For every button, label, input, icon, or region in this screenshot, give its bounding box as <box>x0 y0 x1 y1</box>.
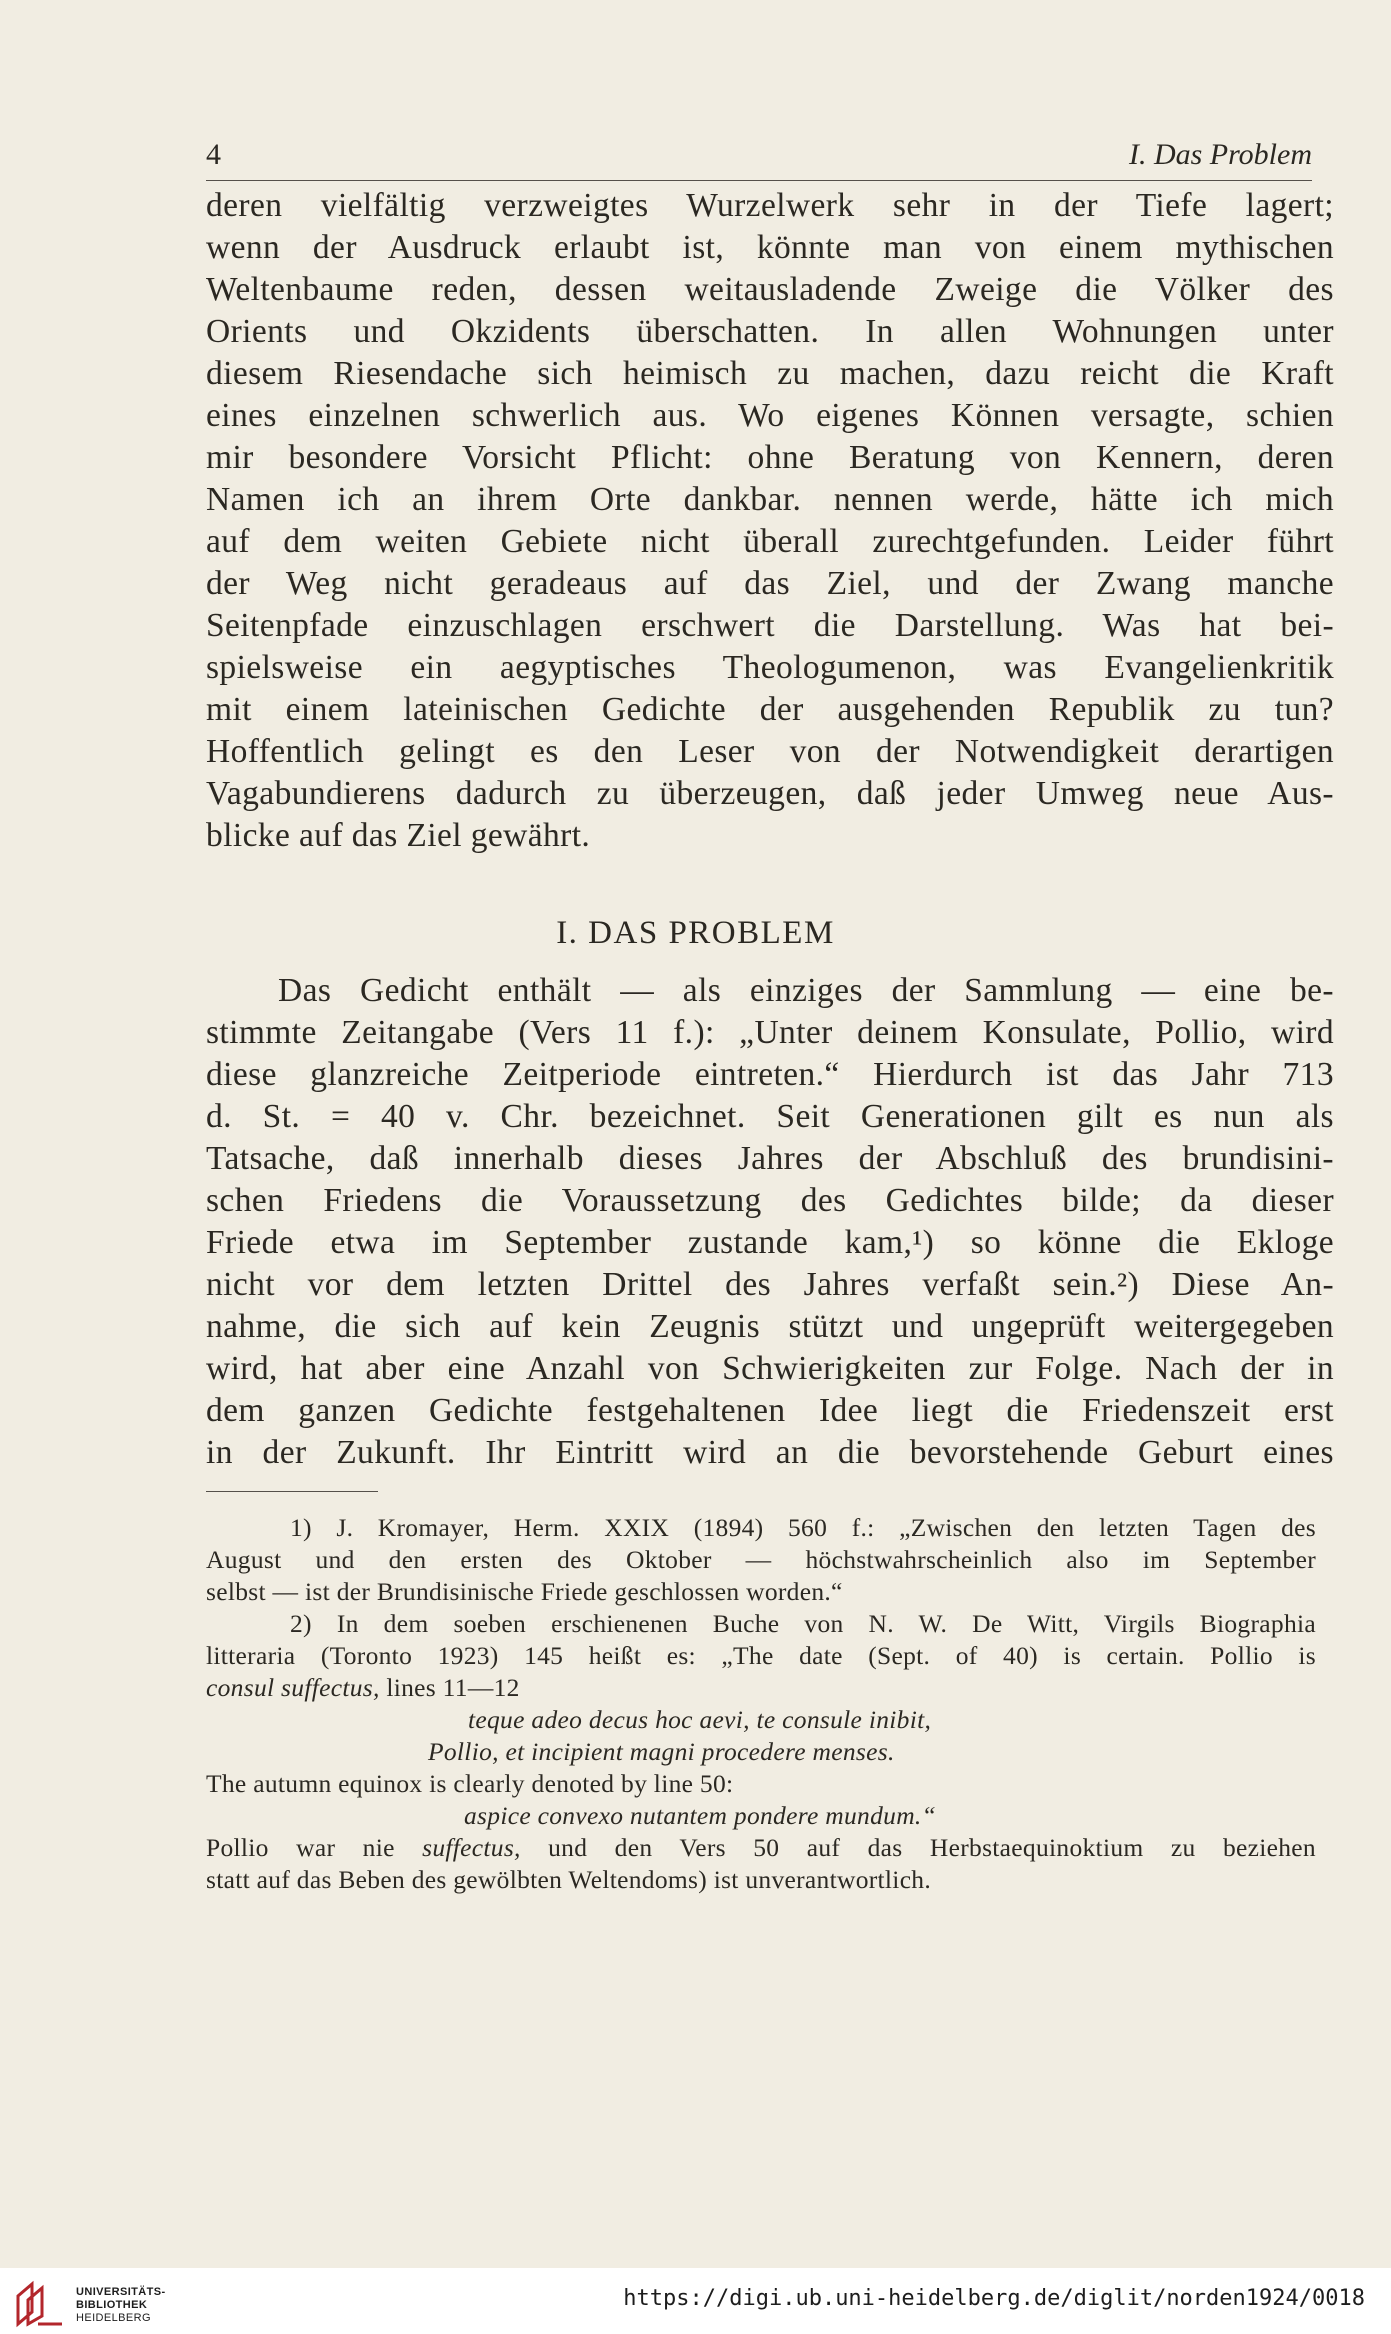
footnote-line <box>206 1672 1316 1704</box>
latin-quote: aspice convexo nutantem pondere mundum.“ <box>464 1801 937 1830</box>
text-line: blicke auf das Ziel gewährt. <box>206 817 591 854</box>
page-header <box>206 136 1312 181</box>
footnote-text: lines 11—12 <box>379 1673 520 1702</box>
text-line: Vagabundierens dadurch zu überzeugen, daß jeder Umweg neue Aus- <box>206 775 1334 812</box>
latin-quote: teque adeo decus hoc aevi, te consule inibit, <box>468 1705 932 1734</box>
text-line: wenn der Ausdruck erlaubt ist, könnte man von einem mythischen <box>206 229 1334 266</box>
footnote-line <box>206 1832 1316 1864</box>
section-heading: I. DAS PROBLEM <box>556 915 835 951</box>
text-line: mir besondere Vorsicht Pflicht: ohne Beratung von Kennern, deren <box>206 439 1334 476</box>
footnote-line: 1) J. Kromayer, Herm. XXIX (1894) 560 f.: „Zwischen den letzten Tagen des <box>290 1513 1316 1542</box>
text-line: Orients und Okzidents überschatten. In allen Wohnungen unter <box>206 313 1334 350</box>
text-line: dem ganzen Gedichte festgehaltenen Idee liegt die Friedenszeit erst <box>206 1392 1334 1429</box>
text-line: nahme, die sich auf kein Zeugnis stützt und ungeprüft weitergegeben <box>206 1308 1334 1345</box>
footnote-text: Pollio war nie <box>206 1833 423 1862</box>
library-logo-icon <box>14 2280 66 2328</box>
footnote-line: selbst — ist der Brundisinische Friede geschlossen worden.“ <box>206 1577 843 1606</box>
text-line: stimmte Zeitangabe (Vers 11 f.): „Unter deinem Konsulate, Pollio, wird <box>206 1014 1334 1051</box>
intro-paragraph <box>206 185 1334 857</box>
text-line: Das Gedicht enthält — als einziges der Sammlung — eine be- <box>278 972 1334 1009</box>
text-line: spielsweise ein aegyptisches Theologumenon, was Evangelienkritik <box>206 649 1334 686</box>
footnote-italic: suffectus, <box>422 1833 521 1862</box>
text-line: Friede etwa im September zustande kam,¹) so könne die Ekloge <box>206 1224 1334 1261</box>
text-line: deren vielfältig verzweigtes Wurzelwerk sehr in der Tiefe lagert; <box>206 187 1334 224</box>
footer-bar <box>0 2268 1391 2334</box>
text-line: auf dem weiten Gebiete nicht überall zurechtgefunden. Leider führt <box>206 523 1334 560</box>
footnote-text: und den Vers 50 auf das Herbstaequinoktium zu beziehen <box>520 1833 1316 1862</box>
latin-quote: Pollio, et incipient magni procedere menses. <box>428 1737 895 1766</box>
text-line: d. St. = 40 v. Chr. bezeichnet. Seit Generationen gilt es nun als <box>206 1098 1334 1135</box>
text-line: Seitenpfade einzuschlagen erschwert die Darstellung. Was hat bei- <box>206 607 1334 644</box>
text-line: mit einem lateinischen Gedichte der ausgehenden Republik zu tun? <box>206 691 1334 728</box>
page-number: 4 <box>206 138 221 171</box>
library-name-line: HEIDELBERG <box>76 2312 151 2324</box>
text-line: eines einzelnen schwerlich aus. Wo eigenes Können versagte, schien <box>206 397 1334 434</box>
footnote-line: statt auf das Beben des gewölbten Weltendoms) ist unverantwortlich. <box>206 1865 932 1894</box>
library-name-line: UNIVERSITÄTS- <box>76 2286 166 2298</box>
text-line: Namen ich an ihrem Orte dankbar. nennen werde, hätte ich mich <box>206 481 1334 518</box>
source-url-link[interactable]: https://digi.ub.uni-heidelberg.de/diglit/norden1924/0018 <box>623 2286 1365 2311</box>
footnote-line: litteraria (Toronto 1923) 145 heißt es: „The date (Sept. of 40) is certain. Pollio is <box>206 1641 1316 1670</box>
text-line: wird, hat aber eine Anzahl von Schwierigkeiten zur Folge. Nach der in <box>206 1350 1334 1387</box>
library-logo[interactable] <box>14 2280 234 2328</box>
running-title: I. Das Problem <box>1128 138 1312 171</box>
footnotes <box>206 1512 1316 1896</box>
footnote-line: 2) In dem soeben erschienenen Buche von N. W. De Witt, Virgils Biographia <box>290 1609 1316 1638</box>
text-line: nicht vor dem letzten Drittel des Jahres verfaßt sein.²) Diese An- <box>206 1266 1334 1303</box>
text-line: diesem Riesendache sich heimisch zu machen, dazu reicht die Kraft <box>206 355 1334 392</box>
text-line: Hoffentlich gelingt es den Leser von der Notwendigkeit derartigen <box>206 733 1334 770</box>
footnote-divider <box>206 1491 378 1492</box>
text-line: diese glanzreiche Zeitperiode eintreten.“ Hierdurch ist das Jahr 713 <box>206 1056 1334 1093</box>
text-line: der Weg nicht geradeaus auf das Ziel, und der Zwang manche <box>206 565 1334 602</box>
text-line: Weltenbaume reden, dessen weitausladende Zweige die Völker des <box>206 271 1334 308</box>
library-name-line: BIBLIOTHEK <box>76 2299 148 2311</box>
footnote-italic: consul suffectus, <box>206 1673 380 1702</box>
section-paragraph <box>206 970 1334 1474</box>
text-line: in der Zukunft. Ihr Eintritt wird an die bevorstehende Geburt eines <box>206 1434 1334 1471</box>
text-line: Tatsache, daß innerhalb dieses Jahres der Abschluß des brundisini- <box>206 1140 1334 1177</box>
text-line: schen Friedens die Voraussetzung des Gedichtes bilde; da dieser <box>206 1182 1334 1219</box>
footnote-line: The autumn equinox is clearly denoted by line 50: <box>206 1769 734 1798</box>
footnote-line: August und den ersten des Oktober — höchstwahrscheinlich also im September <box>206 1545 1316 1574</box>
library-name <box>76 2286 166 2325</box>
